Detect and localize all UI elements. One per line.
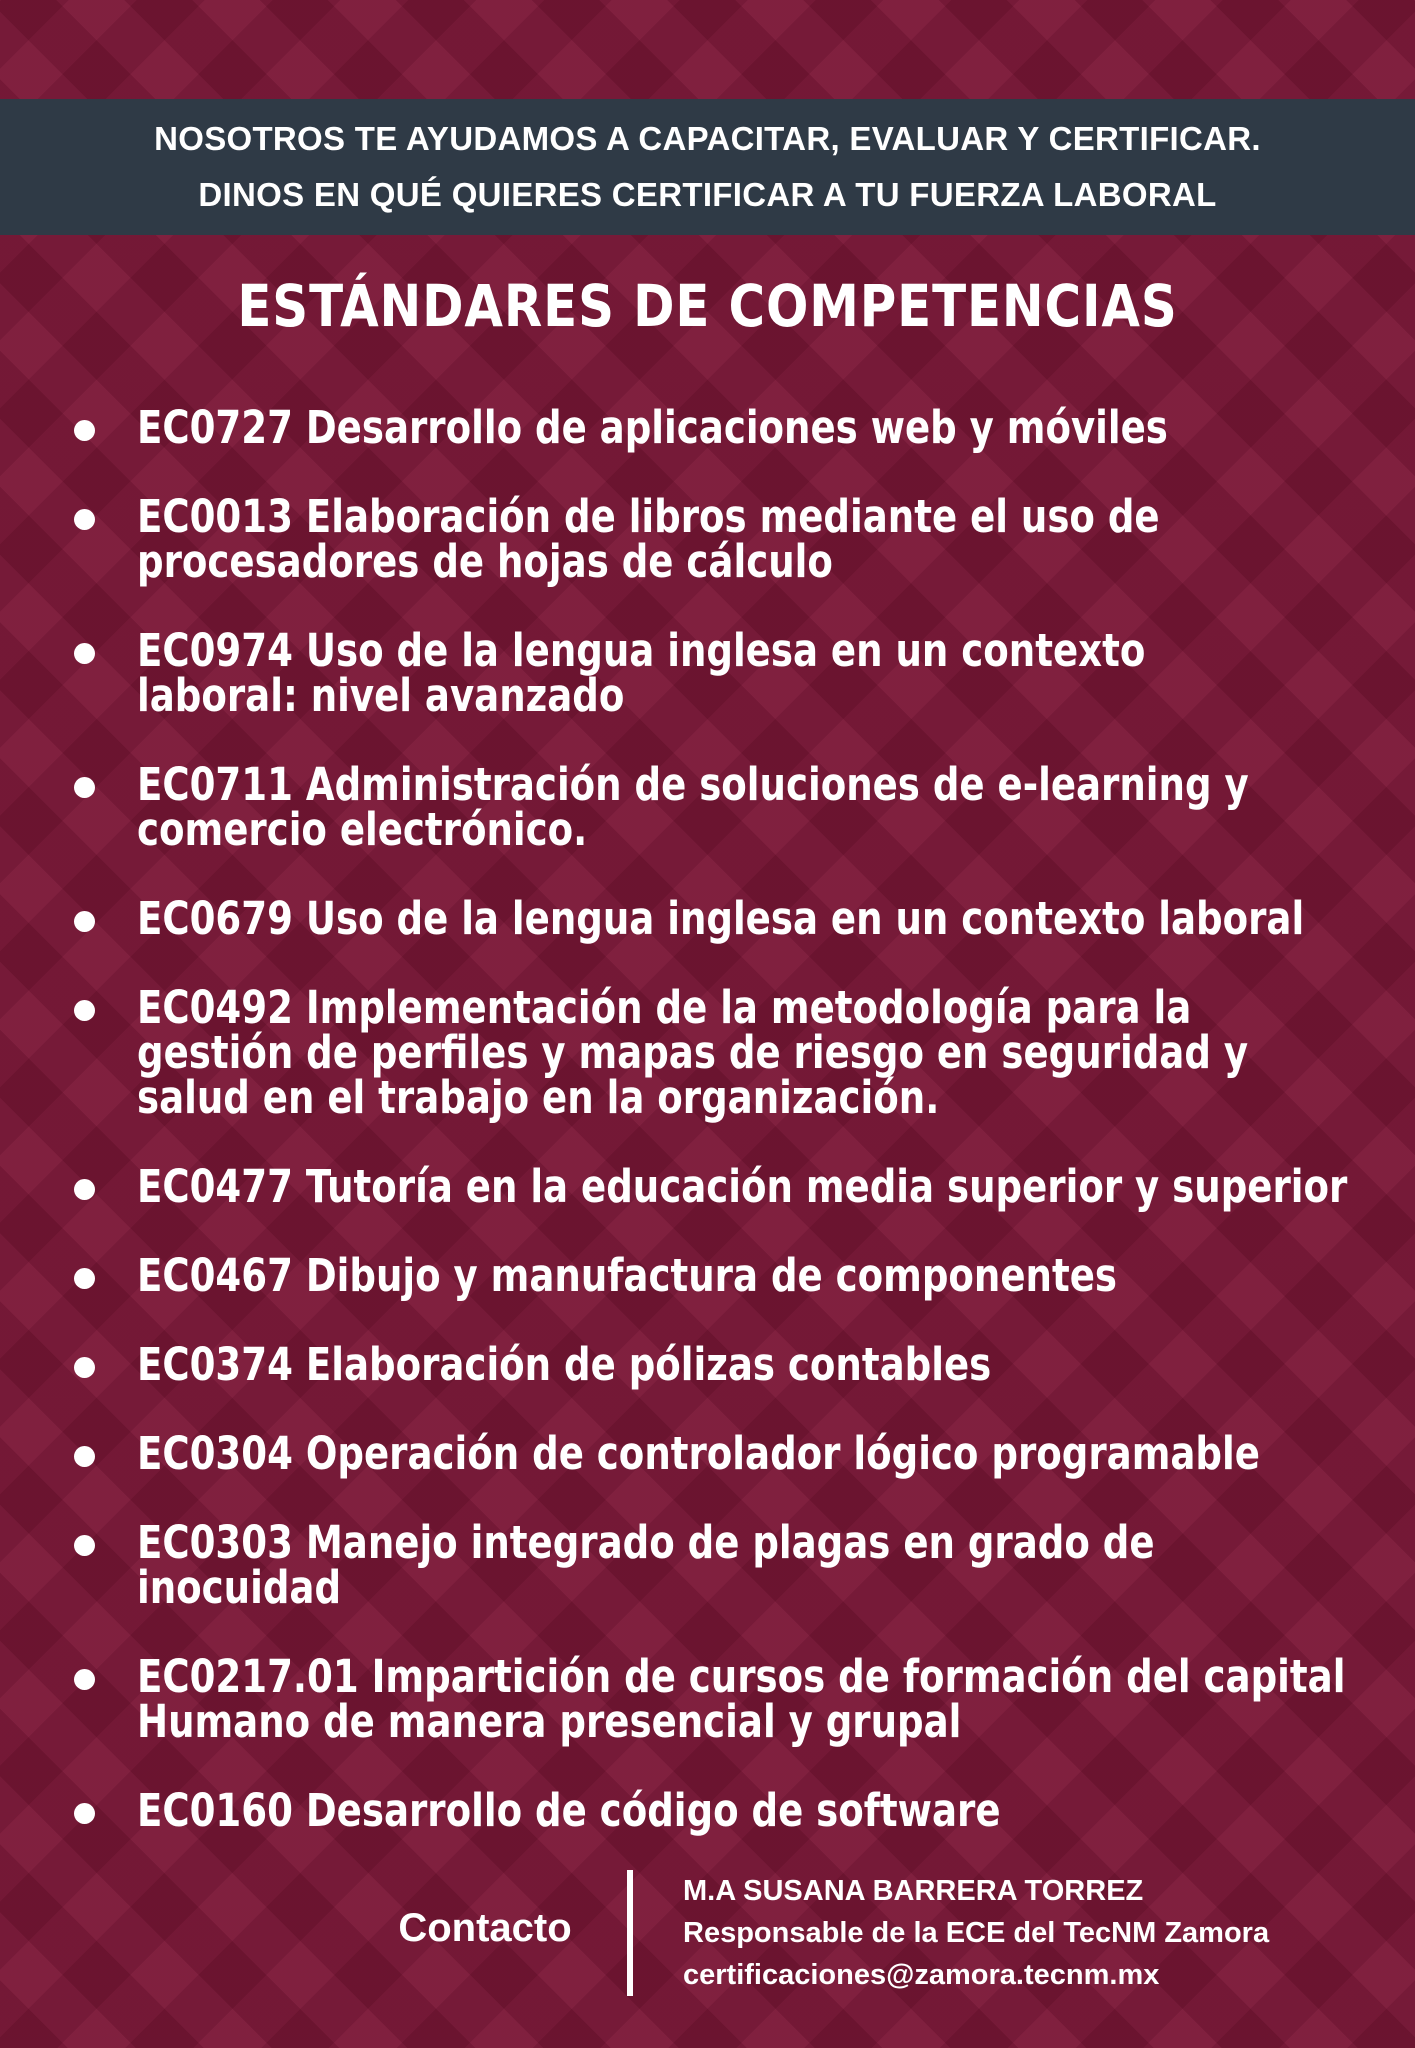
list-item-text: EC0160 Desarrollo de código de software — [137, 1784, 1001, 1837]
bullet-icon — [74, 1535, 95, 1556]
contact-email[interactable]: certificaciones@zamora.tecnm.mx — [683, 1959, 1160, 1991]
bullet-icon — [74, 911, 95, 932]
bullet-icon — [74, 1669, 95, 1690]
contact-label: Contacto — [398, 1906, 572, 1950]
list-item — [0, 1160, 1415, 1213]
list-item — [0, 1338, 1415, 1391]
list-item — [0, 1650, 1415, 1748]
list-item-text: EC0477 Tutoría en la educación media superior y superior — [137, 1160, 1348, 1213]
list-item-text: EC0974 Uso de la lengua inglesa en un contexto laboral: nivel avanzado — [137, 624, 1146, 722]
list-item — [0, 1516, 1415, 1614]
bullet-icon — [74, 509, 95, 530]
list-item — [0, 1427, 1415, 1480]
list-item-text: EC0727 Desarrollo de aplicaciones web y móviles — [137, 401, 1168, 454]
list-item — [0, 1249, 1415, 1302]
page-title: ESTÁNDARES DE COMPETENCIAS — [237, 272, 1178, 340]
list-item-text: EC0679 Uso de la lengua inglesa en un contexto laboral — [137, 892, 1305, 945]
list-item-text: EC0303 Manejo integrado de plagas en grado de inocuidad — [137, 1516, 1155, 1614]
bullet-icon — [74, 777, 95, 798]
bullet-icon — [74, 1357, 95, 1378]
list-item — [0, 758, 1415, 856]
bullet-icon — [74, 1446, 95, 1467]
banner-line-1: NOSOTROS TE AYUDAMOS A CAPACITAR, EVALUAR Y CERTIFICAR. — [154, 120, 1261, 157]
bullet-icon — [74, 643, 95, 664]
list-item-text: EC0374 Elaboración de pólizas contables — [137, 1338, 992, 1391]
list-item — [0, 1784, 1415, 1837]
bullet-icon — [74, 1179, 95, 1200]
bullet-icon — [74, 1268, 95, 1289]
list-item-text: EC0217.01 Impartición de cursos de formación del capital Humano de manera presencial y grupal — [137, 1650, 1346, 1748]
list-item — [0, 892, 1415, 945]
bullet-icon — [74, 420, 95, 441]
list-item — [0, 624, 1415, 722]
list-item-text: EC0467 Dibujo y manufactura de componentes — [137, 1249, 1117, 1302]
contact-divider — [627, 1870, 633, 1996]
contact-name: M.A SUSANA BARRERA TORREZ — [683, 1875, 1144, 1907]
header-banner — [0, 99, 1415, 235]
bullet-icon — [74, 1803, 95, 1824]
list-item — [0, 981, 1415, 1124]
list-item-text: EC0492 Implementación de la metodología para la gestión de perfiles y mapas de riesgo en seguridad y salud en el trabajo en la organización. — [137, 981, 1249, 1124]
list-item — [0, 401, 1415, 454]
list-item — [0, 490, 1415, 588]
standards-list — [0, 401, 1415, 1877]
list-item-text: EC0013 Elaboración de libros mediante el uso de procesadores de hojas de cálculo — [137, 490, 1160, 588]
contact-info — [683, 1870, 1269, 1996]
contact-role: Responsable de la ECE del TecNM Zamora — [683, 1917, 1270, 1949]
list-item-text: EC0304 Operación de controlador lógico programable — [137, 1427, 1260, 1480]
banner-line-2: DINOS EN QUÉ QUIERES CERTIFICAR A TU FUERZA LABORAL — [198, 176, 1217, 213]
bullet-icon — [74, 1000, 95, 1021]
list-item-text: EC0711 Administración de soluciones de e-learning y comercio electrónico. — [137, 758, 1249, 856]
